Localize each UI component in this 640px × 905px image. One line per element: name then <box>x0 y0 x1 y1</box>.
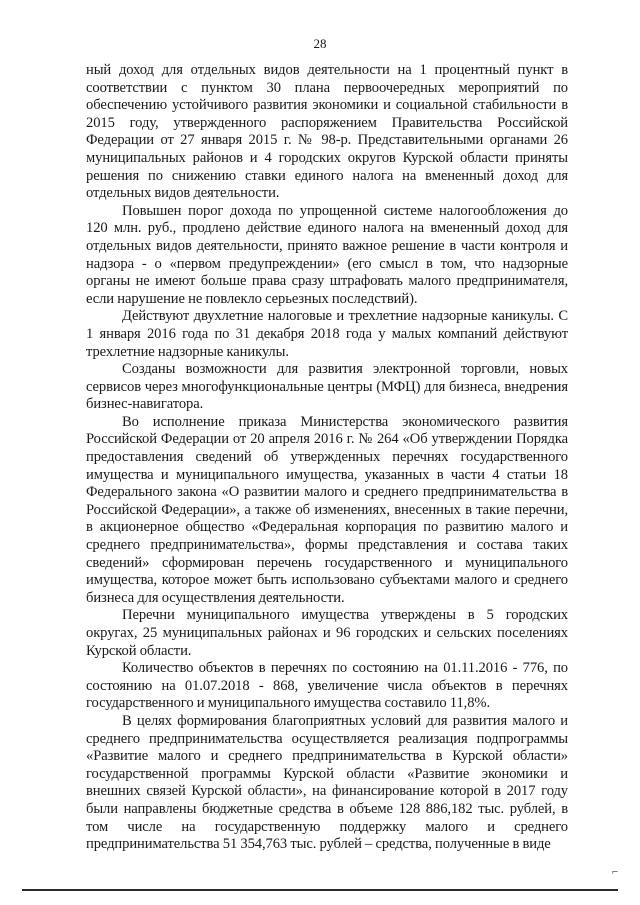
paragraph-3: Действуют двухлетние налоговые и трехлетние надзорные каникулы. С 1 января 2016 года по 31 декабря 2018 года у малых компаний действуют трехлетние надзорные каникулы. <box>86 308 568 360</box>
page-number: 28 <box>313 36 327 51</box>
paragraph-4: Созданы возможности для развития электронной торговли, новых сервисов через многофункциональные центры (МФЦ) для бизнеса, внедрения бизнес-навигатора. <box>86 361 568 413</box>
scan-corner-mark: ⌐ <box>612 866 619 878</box>
paragraph-7: Количество объектов в перечнях по состоянию на 01.11.2016 - 776, по состоянию на 01.07.2018 - 868, увеличение числа объектов в перечнях государственного и муниципального имущества составило 11,8%. <box>86 660 568 712</box>
paragraph-5: Во исполнение приказа Министерства экономического развития Российской Федерации от 20 апреля 2016 г. № 264 «Об утверждении Порядка предоставления сведений об утвержденных перечнях государственного имущества и муниципального имущества, указанных в части 4 статьи 18 Федерального закона «О развитии малого и среднего предпринимательства в Российской Федерации», а также об изменениях, внесенных в такие перечни, в акционерное общество «Федеральная корпорация по развитию малого и среднего предпринимательства», формы представления и состава таких сведений» сформирован перечень государственного и муниципального имущества, которое может быть использовано субъектами малого и среднего бизнеса для осуществления деятельности. <box>86 413 568 606</box>
scan-bottom-rule <box>22 889 618 891</box>
paragraph-6: Перечни муниципального имущества утверждены в 5 городских округах, 25 муниципальных районах и 96 городских и сельских поселениях Курской области. <box>86 607 568 659</box>
paragraph-1: ный доход для отдельных видов деятельности на 1 процентный пункт в соответствии с пунктом 30 плана первоочередных мероприятий по обеспечению устойчивого развития экономики и социальной стабильности в 2015 году, утвержденного распоряжением Правительства Российской Федерации от 27 января 2015 г. № 98-р. Представительными органами 26 муниципальных районов и 4 городских округов Курской области приняты решения по снижению ставки единого налога на вмененный доход для отдельных видов деятельности. <box>86 62 568 202</box>
document-body <box>86 62 568 854</box>
paragraph-2: Повышен порог дохода по упрощенной системе налогообложения до 120 млн. руб., продлено действие единого налога на вмененный доход для отдельных видов деятельности, принято важное решение в части контроля и надзора - о «первом предупреждении» (его смысл в том, что надзорные органы не имеют больше права сразу штрафовать малого предпринимателя, если нарушение не повлекло серьезных последствий). <box>86 202 568 307</box>
paragraph-8: В целях формирования благоприятных условий для развития малого и среднего предпринимательства осуществляется реализация подпрограммы «Развитие малого и среднего предпринимательства в Курской области» государственной программы Курской области «Развитие экономики и внешних связей Курской области», на финансирование которой в 2017 году были направлены бюджетные средства в объеме 128 886,182 тыс. рублей, в том числе на государственную поддержку малого и среднего предпринимательства 51 354,763 тыс. рублей – средства, полученные в виде <box>86 712 568 853</box>
